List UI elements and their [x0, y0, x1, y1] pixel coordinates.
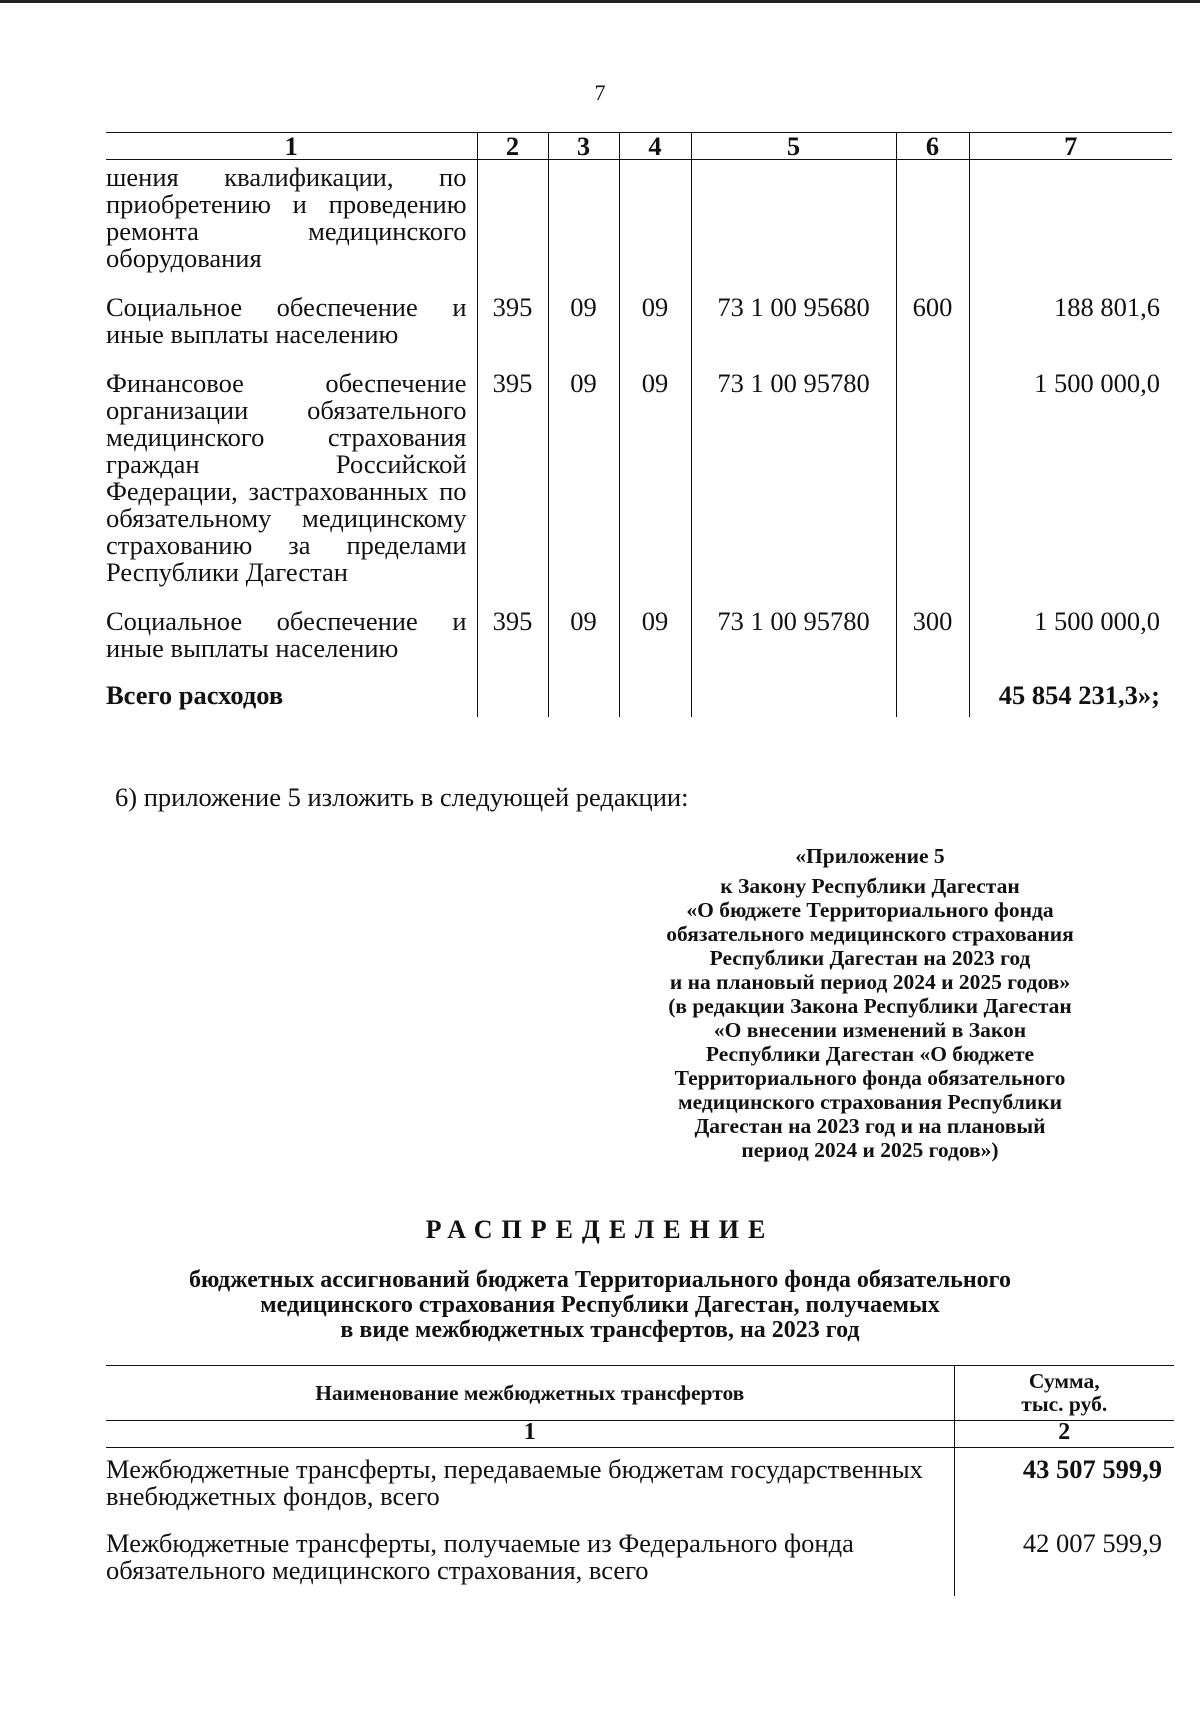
row-name: Социальное обеспечение и иные выплаты населению: [106, 606, 467, 663]
cell: [548, 672, 619, 717]
page-number: 7: [594, 80, 606, 105]
appendix-line: Республики Дагестан на 2023 год: [709, 946, 1031, 970]
appendix-line: обязательного медицинского страхования: [666, 922, 1074, 946]
appendix-line: Республики Дагестан «О бюджете: [705, 1042, 1035, 1066]
subtitle-line: бюджетных ассигнований бюджета Территориального фонда обязательного: [189, 1267, 1011, 1293]
document-subtitle: [130, 1268, 1070, 1343]
row-name: Межбюджетные трансферты, получаемые из Федерального фонда обязательного медицинского страхования, всего: [106, 1528, 854, 1585]
col-header: 1: [106, 133, 477, 160]
expenses-table: [106, 132, 1172, 717]
cell: 395: [477, 358, 548, 596]
appendix-header: [620, 844, 1120, 1162]
total-label: Всего расходов: [106, 680, 284, 710]
cell: [619, 160, 691, 283]
table-row: [106, 596, 1172, 672]
table-row: [106, 1448, 1174, 1523]
table-row: [106, 282, 1172, 358]
appendix-line: и на плановый период 2024 и 2025 годов»: [669, 970, 1071, 994]
cell: [896, 160, 969, 283]
cell: 73 1 00 95780: [691, 596, 896, 672]
appendix-title: «Приложение 5: [795, 844, 945, 868]
cell: [477, 160, 548, 283]
cell: 09: [619, 358, 691, 596]
appendix-line: Территориального фонда обязательного: [674, 1066, 1066, 1090]
cell-amount: 43 507 599,9: [954, 1448, 1174, 1523]
cell: [619, 672, 691, 717]
col-header-amount-line: Сумма,: [1028, 1369, 1100, 1393]
subtitle-line: медицинского страхования Республики Дагестан, получаемых: [260, 1292, 940, 1318]
cell: [548, 160, 619, 283]
table-row: [106, 1522, 1174, 1596]
col-header: 6: [896, 133, 969, 160]
table-row: [106, 358, 1172, 596]
transfers-table-header: [106, 1366, 1174, 1421]
table-row: [106, 160, 1172, 283]
document-title: РАСПРЕДЕЛЕНИЕ: [425, 1215, 775, 1244]
cell: 395: [477, 596, 548, 672]
col-header: 2: [477, 133, 548, 160]
total-row: [106, 672, 1172, 717]
cell-amount: 1 500 000,0: [969, 358, 1172, 596]
row-name: Финансовое обеспечение организации обязательного медицинского страхования граждан Российской Федерации, застрахованных по обязательному медицинскому страхованию за пределами Республики Дагестан: [106, 368, 467, 587]
col-header: 7: [969, 133, 1172, 160]
appendix-line: период 2024 и 2025 годов»): [741, 1138, 999, 1162]
cell: [691, 672, 896, 717]
appendix-line: (в редакции Закона Республики Дагестан: [668, 994, 1072, 1018]
cell-amount: [969, 160, 1172, 283]
cell-amount: 188 801,6: [969, 282, 1172, 358]
col-number: 1: [106, 1421, 954, 1448]
row-name: Межбюджетные трансферты, передаваемые бюджетам государственных внебюджетных фондов, всего: [106, 1454, 923, 1511]
instruction-text: 6) приложение 5 изложить в следующей редакции:: [115, 782, 689, 812]
col-header: 3: [548, 133, 619, 160]
col-header-amount-line: тыс. руб.: [1021, 1392, 1108, 1416]
cell: 600: [896, 282, 969, 358]
col-header-name: Наименование межбюджетных трансфертов: [106, 1366, 954, 1421]
transfers-table: [106, 1365, 1174, 1596]
col-header: 5: [691, 133, 896, 160]
col-number: 2: [954, 1421, 1174, 1448]
cell: 09: [548, 358, 619, 596]
cell: 73 1 00 95680: [691, 282, 896, 358]
cell: 09: [619, 596, 691, 672]
appendix-line: к Закону Республики Дагестан: [720, 874, 1020, 898]
cell: [896, 358, 969, 596]
page-top-border: [0, 0, 1200, 3]
total-value: 45 854 231,3»;: [969, 672, 1172, 717]
expenses-table-header: [106, 133, 1172, 160]
appendix-line: медицинского страхования Республики: [678, 1090, 1062, 1114]
cell: 395: [477, 282, 548, 358]
transfers-table-numbers: [106, 1421, 1174, 1448]
col-header-amount: [954, 1366, 1174, 1421]
cell: 300: [896, 596, 969, 672]
row-name: шения квалификации, по приобретению и проведению ремонта медицинского оборудования: [106, 162, 467, 273]
cell: 09: [619, 282, 691, 358]
appendix-line: Дагестан на 2023 год и на плановый: [694, 1114, 1046, 1138]
cell: 09: [548, 282, 619, 358]
cell: 73 1 00 95780: [691, 358, 896, 596]
cell: 09: [548, 596, 619, 672]
row-name: Социальное обеспечение и иные выплаты населению: [106, 292, 467, 349]
cell-amount: 1 500 000,0: [969, 596, 1172, 672]
subtitle-line: в виде межбюджетных трансфертов, на 2023 год: [340, 1317, 860, 1343]
cell: [896, 672, 969, 717]
cell: [477, 672, 548, 717]
appendix-line: «О внесении изменений в Закон: [713, 1018, 1027, 1042]
cell: [691, 160, 896, 283]
col-header: 4: [619, 133, 691, 160]
appendix-line: «О бюджете Территориального фонда: [686, 898, 1054, 922]
cell-amount: 42 007 599,9: [954, 1522, 1174, 1596]
